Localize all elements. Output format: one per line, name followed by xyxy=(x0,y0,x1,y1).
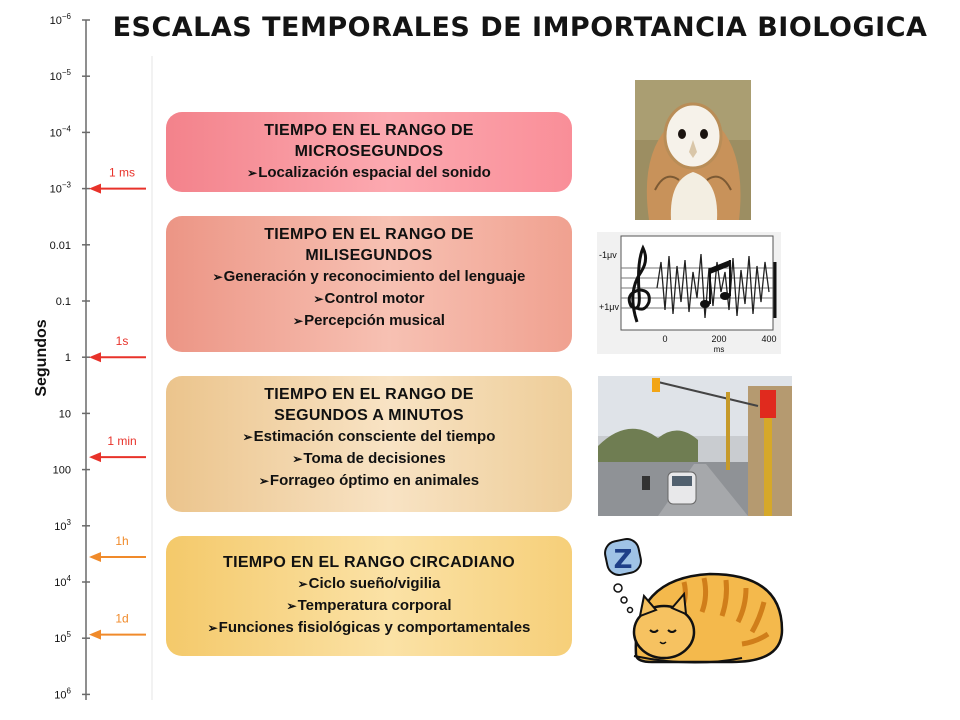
time-scale-axis xyxy=(0,0,160,720)
axis-tick-label: 0.1 xyxy=(55,296,71,308)
marker-head xyxy=(89,630,101,640)
box-title-line: MICROSEGUNDOS xyxy=(294,143,444,160)
axis-tick-label: $10^{-4}$ xyxy=(49,124,71,140)
marker-label: 1 ms xyxy=(108,165,136,180)
marker-group xyxy=(89,166,146,640)
axis-tick-label: $10^3$ xyxy=(54,517,71,533)
box-title-line: TIEMPO EN EL RANGO CIRCADIANO xyxy=(223,554,515,571)
eeg-x-tick: 400 xyxy=(761,334,777,344)
marker-head xyxy=(89,552,101,562)
axis-tick-label: $10^4$ xyxy=(54,574,71,589)
marker-head xyxy=(89,452,101,462)
box-title-line: SEGUNDOS A MINUTOS xyxy=(274,407,464,424)
eeg-x-unit: ms xyxy=(713,345,725,354)
eeg-y-label-neg: -1μv xyxy=(599,250,617,260)
box-title-line: TIEMPO EN EL RANGO DE xyxy=(264,386,474,403)
box-item: ➢ Toma de decisiones xyxy=(166,448,572,470)
time-marker-arrow xyxy=(89,166,146,194)
marker-label: 1h xyxy=(115,534,129,549)
box-item: ➢ Percepción musical xyxy=(166,310,572,332)
eeg-x-tick: 200 xyxy=(711,334,727,344)
axis-tick-label: 100 xyxy=(52,464,71,477)
marker-head xyxy=(89,184,101,194)
eeg-y-label-pos: +1μv xyxy=(599,302,619,312)
marker-label: 1s xyxy=(115,334,129,349)
time-marker-arrow xyxy=(89,334,146,362)
box-item: ➢ Ciclo sueño/vigilia xyxy=(166,573,572,595)
page-title: ESCALAS TEMPORALES DE IMPORTANCIA BIOLOGICA xyxy=(112,12,928,43)
sleeping-cat-image xyxy=(592,538,788,668)
eeg-x-tick: 0 xyxy=(662,334,668,344)
axis-tick-label: $10^6$ xyxy=(54,686,71,702)
marker-label: 1d xyxy=(115,611,129,626)
box-seconds-minutes xyxy=(166,376,572,512)
time-marker-arrow xyxy=(89,612,146,640)
box-item: ➢ Control motor xyxy=(166,288,572,310)
box-item: ➢ Generación y reconocimiento del lenguaje xyxy=(166,266,572,288)
box-item: ➢ Temperatura corporal xyxy=(166,595,572,617)
box-item: ➢ Estimación consciente del tiempo xyxy=(166,426,572,448)
time-marker-arrow xyxy=(89,434,146,462)
box-title-line: MILISEGUNDOS xyxy=(305,247,433,264)
tick-group xyxy=(50,12,90,701)
box-microseconds xyxy=(166,112,572,192)
box-circadian xyxy=(166,536,572,656)
box-title-line: TIEMPO EN EL RANGO DE xyxy=(264,226,474,243)
axis-tick-label: $10^{-3}$ xyxy=(49,180,71,196)
axis-label: Segundos xyxy=(33,319,50,397)
owl-image xyxy=(635,80,751,220)
axis-tick-label: $10^5$ xyxy=(54,630,71,646)
box-item: ➢ Localización espacial del sonido xyxy=(166,162,572,184)
axis-tick-label: $10^{-5}$ xyxy=(49,68,71,84)
music-eeg-image xyxy=(597,232,781,354)
box-item: ➢ Funciones fisiológicas y comportamentales xyxy=(166,617,572,639)
marker-label: 1 min xyxy=(107,434,137,449)
box-item: ➢ Forrageo óptimo en animales xyxy=(166,470,572,492)
box-milliseconds xyxy=(166,216,572,352)
marker-head xyxy=(89,352,101,362)
axis-tick-label: 1 xyxy=(64,352,71,365)
axis-tick-label: 10 xyxy=(58,408,71,421)
street-image xyxy=(598,376,792,516)
axis-tick-label: 0.01 xyxy=(49,239,71,252)
box-title-line: TIEMPO EN EL RANGO DE xyxy=(264,122,474,139)
sleep-z-letter: Z xyxy=(613,545,633,575)
time-marker-arrow xyxy=(89,534,146,562)
axis-tick-label: $10^{-6}$ xyxy=(49,12,71,27)
